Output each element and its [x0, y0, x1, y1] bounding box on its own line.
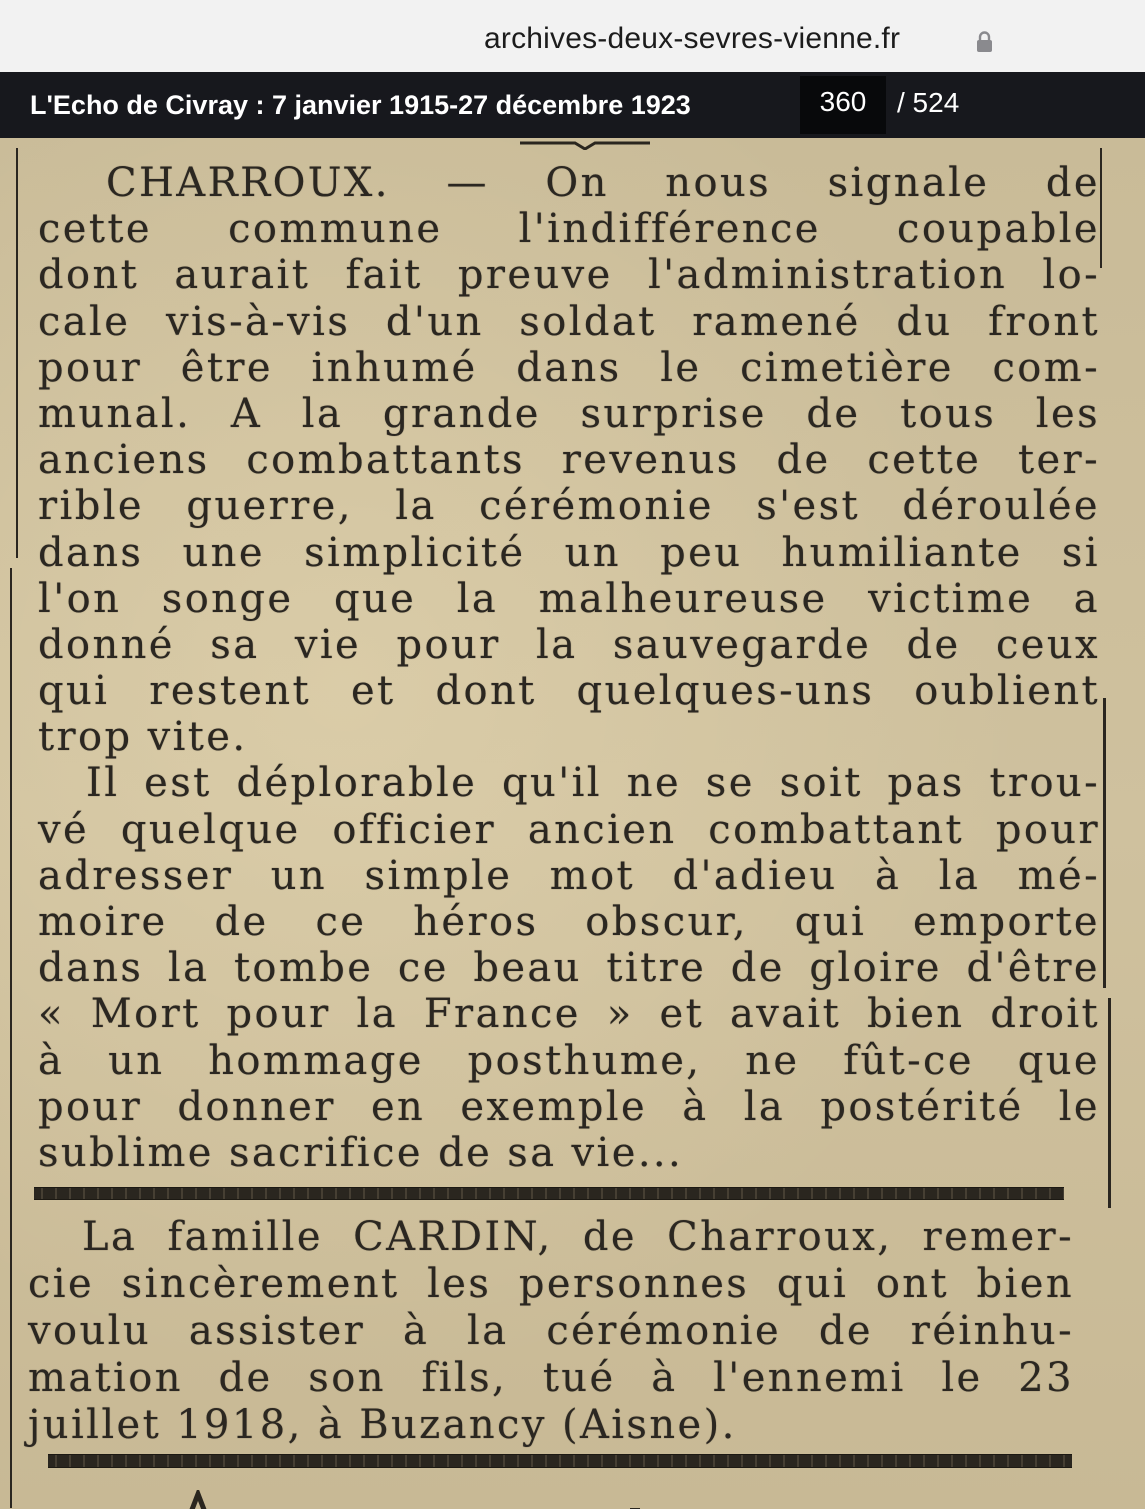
article-line: pour être inhumé dans le cimetière com- [38, 344, 1100, 391]
browser-url-bar[interactable] [0, 0, 1145, 73]
url-text[interactable]: archives-deux-sevres-vienne.fr [484, 22, 901, 55]
article-line: mation de son fils, tué à l'ennemi le 23 [28, 1355, 1074, 1401]
article-famille-cardin [28, 1214, 1074, 1449]
article-line: pour donner en exemple à la postérité le [38, 1083, 1100, 1130]
page-total: / 524 [897, 87, 960, 118]
article-charroux [38, 160, 1100, 1176]
article-line: voulu assister à la cérémonie de réinhu- [28, 1308, 1074, 1354]
scanned-page[interactable] [0, 138, 1145, 1509]
column-rule [1108, 998, 1111, 1208]
article-line: adresser un simple mot d'adieu à la mé- [38, 852, 1100, 899]
article-line: dans la tombe ce beau titre de gloire d'être [38, 945, 1100, 992]
viewer-header [0, 72, 1145, 138]
column-rule [10, 568, 12, 1508]
article-line: dans une simplicité un peu humiliante si [38, 529, 1100, 576]
article-line: La famille CARDIN, de Charroux, remer- [82, 1214, 1074, 1260]
article-line: trop vite. [38, 714, 248, 761]
article-line: l'on songe que la malheureuse victime a [38, 575, 1100, 622]
article-line: cale vis-à-vis d'un soldat ramené du front [38, 298, 1100, 345]
article-line: sublime sacrifice de sa vie... [38, 1129, 684, 1176]
separator-rule [48, 1454, 1072, 1468]
article-line: dont aurait fait preuve l'administration lo- [38, 252, 1100, 299]
article-line: vé quelque officier ancien combattant pour [38, 806, 1100, 853]
article-line: « Mort pour la France » et avait bien droit [38, 991, 1100, 1038]
article-line: à un hommage posthume, ne fût-ce que [38, 1037, 1100, 1084]
ornament-icon [520, 140, 650, 150]
article-line: rible guerre, la cérémonie s'est déroulée [38, 483, 1100, 530]
article-line: cie sincèrement les personnes qui ont bien [28, 1261, 1074, 1307]
article-line: moire de ce héros obscur, qui emporte [38, 899, 1100, 945]
article-line: munal. A la grande surprise de tous les [38, 390, 1100, 437]
article-line: CHARROUX. — On nous signale de [106, 160, 1100, 206]
article-line: juillet 1918, à Buzancy (Aisne). [28, 1402, 737, 1448]
column-rule [1103, 698, 1106, 988]
cropped-text-fragment [180, 1490, 880, 1509]
article-line: donné sa vie pour la sauvegarde de ceux [38, 621, 1100, 668]
article-line: Il est déplorable qu'il ne se soit pas trou- [86, 760, 1100, 807]
article-line: qui restent et dont quelques-uns oublient [38, 668, 1100, 715]
document-title: L'Echo de Civray : 7 janvier 1915-27 décembre 1923 [30, 90, 691, 120]
article-line: anciens combattants revenus de cette ter- [38, 437, 1100, 484]
lock-icon [976, 31, 993, 53]
separator-rule [34, 1187, 1064, 1200]
column-rule [16, 148, 18, 558]
article-line: cette commune l'indifférence coupable [38, 206, 1100, 253]
page-number-input[interactable]: 360 [800, 76, 886, 134]
column-rule [1100, 148, 1102, 268]
